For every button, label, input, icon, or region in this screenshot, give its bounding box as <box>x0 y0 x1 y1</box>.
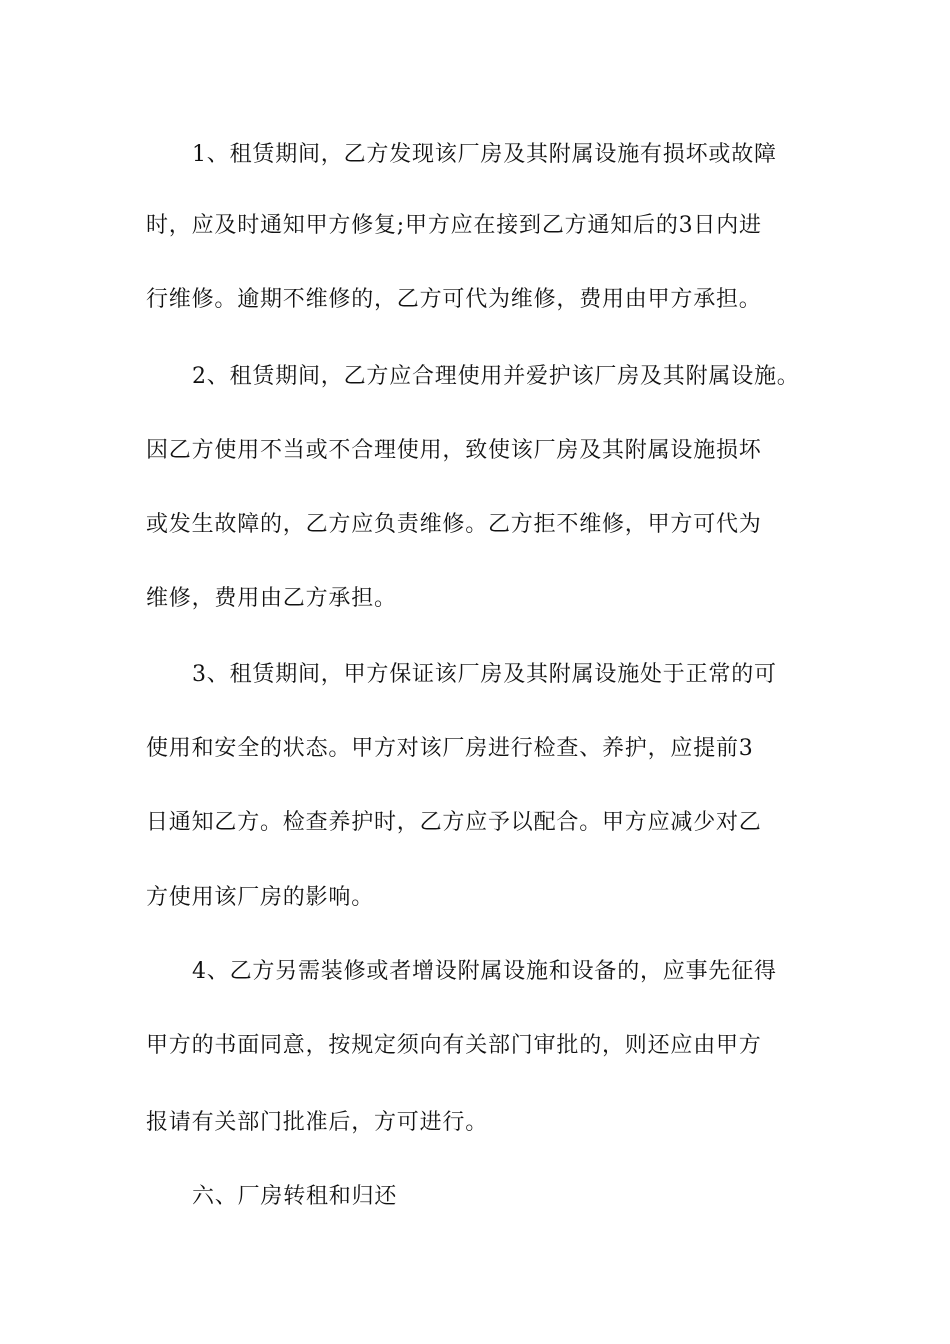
paragraph-3-line-2: 使用和安全的状态。甲方对该厂房进行检查、养护，应提前3 <box>146 736 754 761</box>
paragraph-2-line-4: 维修，费用由乙方承担。 <box>146 586 397 611</box>
section-heading-6: 六、厂房转租和归还 <box>192 1184 398 1209</box>
paragraph-4-line-2: 甲方的书面同意，按规定须向有关部门审批的，则还应由甲方 <box>146 1033 762 1058</box>
paragraph-2-line-1: 2、租赁期间，乙方应合理使用并爱护该厂房及其附属设施。 <box>192 364 800 389</box>
paragraph-1-line-1: 1、租赁期间，乙方发现该厂房及其附属设施有损坏或故障 <box>192 142 777 167</box>
paragraph-2-line-3: 或发生故障的，乙方应负责维修。乙方拒不维修，甲方可代为 <box>146 512 762 537</box>
paragraph-1-line-2: 时，应及时通知甲方修复;甲方应在接到乙方通知后的3日内进 <box>146 213 762 238</box>
paragraph-1-line-3: 行维修。逾期不维修的，乙方可代为维修，费用由甲方承担。 <box>146 287 762 312</box>
paragraph-3-line-4: 方使用该厂房的影响。 <box>146 885 375 910</box>
paragraph-2-line-2: 因乙方使用不当或不合理使用，致使该厂房及其附属设施损坏 <box>146 438 762 463</box>
paragraph-4-line-1: 4、乙方另需装修或者增设附属设施和设备的，应事先征得 <box>192 959 777 984</box>
paragraph-4-line-3: 报请有关部门批准后，方可进行。 <box>146 1110 489 1135</box>
paragraph-3-line-3: 日通知乙方。检查养护时，乙方应予以配合。甲方应减少对乙 <box>146 810 762 835</box>
paragraph-3-line-1: 3、租赁期间，甲方保证该厂房及其附属设施处于正常的可 <box>192 662 777 687</box>
